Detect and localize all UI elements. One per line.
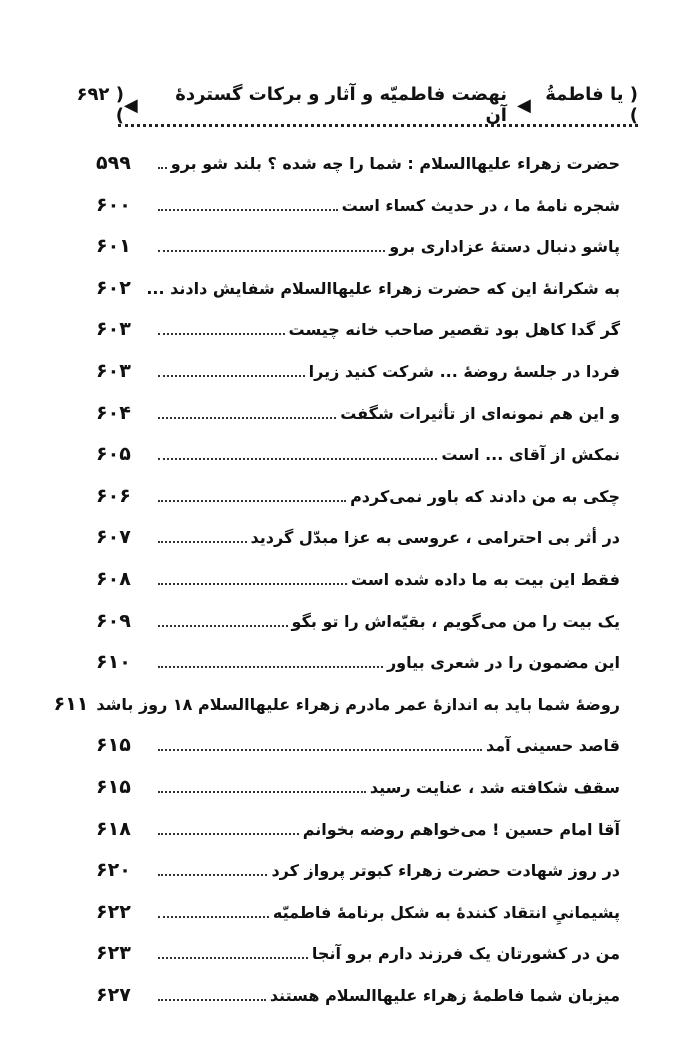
toc-entry-title: یک بیت را من می‌گویم ، بقیّه‌اش را تو بگو [291, 611, 620, 631]
toc-entry [96, 776, 620, 818]
toc-entry-page: ۶۰۵ [96, 443, 131, 466]
toc-entry-page: ۶۰۰ [96, 193, 131, 216]
toc-entry [96, 734, 620, 776]
toc-entry-page: ۶۲۲ [96, 900, 131, 923]
toc-entry-page: ۶۰۷ [96, 526, 131, 549]
dot-leader [158, 375, 305, 377]
toc-entry-title: شجره نامهٔ ما ، در حدیث کساء است [341, 195, 620, 215]
dot-leader [158, 333, 285, 335]
toc-entry-page: ۶۲۳ [96, 942, 131, 965]
header-right-label: ( یا فاطمةُ ) [545, 84, 638, 126]
toc-entry-title: چکی به من دادند که باور نمی‌کردم [350, 486, 620, 506]
toc-entry [96, 360, 620, 402]
toc-entry [96, 984, 620, 1026]
arrow-left-icon: ◀ [123, 94, 138, 116]
toc-entry-title: حضرت زهراء علیهاالسلام : شما را چه شده ؟ بلند شو برو [170, 154, 620, 173]
toc-entry-page: ۶۱۸ [96, 817, 131, 840]
toc-entry [96, 318, 620, 360]
toc-entry [96, 402, 620, 444]
toc-entry-title: من در کشورتان یک فرزند دارم برو آنجا [311, 944, 620, 964]
toc-entry-title: فقط این بیت به ما داده شده است [350, 569, 620, 589]
arrow-left-icon: ◀ [516, 94, 531, 116]
dot-leader [158, 916, 269, 918]
toc-entry-page: ۵۹۹ [96, 152, 131, 174]
dot-leader [158, 666, 383, 668]
dot-leader [158, 791, 366, 793]
toc-entry [96, 859, 620, 901]
toc-entry [96, 443, 620, 485]
toc-entry [96, 277, 620, 319]
dot-leader [158, 583, 347, 585]
toc-entry [96, 818, 620, 860]
dot-leader [158, 250, 385, 252]
toc-entry [96, 194, 620, 236]
dot-leader [158, 458, 437, 460]
toc-entry-page: ۶۰۶ [96, 484, 131, 507]
dot-leader [158, 749, 482, 751]
toc-entry-title: نمکش از آقای ... است [441, 445, 620, 465]
toc-entry-page: ۶۰۱ [96, 235, 131, 258]
dot-leader [158, 417, 336, 419]
toc-entry [53, 692, 620, 735]
toc-entry [96, 651, 620, 693]
page-title: نهضت فاطمیّه و آثار و برکات گستردهٔ آن [175, 84, 507, 126]
toc-entry-page: ۶۰۹ [96, 609, 131, 632]
toc-entry-page: ۶۲۷ [96, 983, 131, 1006]
page-header [62, 84, 638, 126]
toc-entry [96, 152, 620, 194]
toc-entry-title: گر گدا کاهل بود تقصیر صاحب خانه چیست [288, 320, 620, 340]
dot-leader [158, 957, 308, 959]
dot-leader [158, 833, 299, 835]
toc-entry-title: پاشو دنبال دستهٔ عزاداری برو [389, 237, 620, 257]
toc-entry-page: ۶۱۵ [96, 775, 131, 798]
toc-entry-title: میزبان شما فاطمهٔ زهراء علیهاالسلام هستند [269, 985, 620, 1005]
toc-entry-title: پشیمانيِ انتقاد کنندهٔ به شکل برنامهٔ فاطمیّه [272, 902, 620, 922]
toc-entry-page: ۶۱۰ [96, 651, 131, 674]
toc-entry-title: این مضمون را در شعری بیاور [386, 653, 620, 673]
dot-leader [158, 500, 346, 502]
toc-entry-title: در روز شهادت حضرت زهراء کبوتر پرواز کرد [271, 861, 620, 881]
table-of-contents [53, 152, 620, 1025]
toc-entry-page: ۶۱۵ [96, 734, 131, 757]
toc-entry [96, 901, 620, 943]
header-title-group [124, 84, 531, 126]
toc-entry-page: ۶۲۰ [96, 859, 131, 882]
toc-entry-page: ۶۰۳ [96, 359, 131, 382]
toc-entry [96, 235, 620, 277]
toc-entry-title: فردا در جلسهٔ روضهٔ ... شرکت کنید زیرا [308, 361, 620, 381]
dot-leader [158, 625, 288, 627]
toc-entry-title: و این هم نمونه‌ای از تأثیرات شگفت [340, 403, 620, 423]
dot-leader [158, 541, 247, 543]
toc-entry-page: ۶۰۲ [96, 276, 131, 299]
toc-entry-page: ۶۰۸ [96, 567, 131, 590]
toc-entry [96, 526, 620, 568]
toc-entry [96, 610, 620, 652]
header-dotted-divider [118, 124, 638, 127]
toc-entry-title: آقا امام حسین ! می‌خواهم روضه بخوانم [302, 819, 620, 839]
toc-entry [96, 568, 620, 610]
toc-entry [96, 485, 620, 527]
toc-entry-title: به شکرانهٔ این که حضرت زهراء علیهاالسلام شفایش دادند ... [146, 278, 620, 298]
toc-entry-title: قاصد حسینی آمد [485, 736, 620, 756]
toc-entry-page: ۶۱۱ [53, 692, 89, 715]
toc-entry [96, 942, 620, 984]
dot-leader [158, 874, 267, 876]
dot-leader [158, 209, 338, 211]
page-number: ( ۶۹۲ ) [76, 84, 124, 126]
toc-entry-title: در أثر بی احترامی ، عروسی به عزا مبدّل گردید [250, 528, 620, 548]
dot-leader [158, 999, 266, 1001]
toc-entry-title: روضهٔ شما باید به اندازهٔ عمر مادرم زهراء علیهاالسلام ۱۸ روز باشد [96, 694, 620, 714]
dot-leader [158, 167, 167, 169]
toc-entry-page: ۶۰۴ [96, 401, 131, 424]
toc-entry-page: ۶۰۳ [96, 318, 131, 341]
toc-entry-title: سقف شکافته شد ، عنایت رسید [369, 777, 620, 797]
